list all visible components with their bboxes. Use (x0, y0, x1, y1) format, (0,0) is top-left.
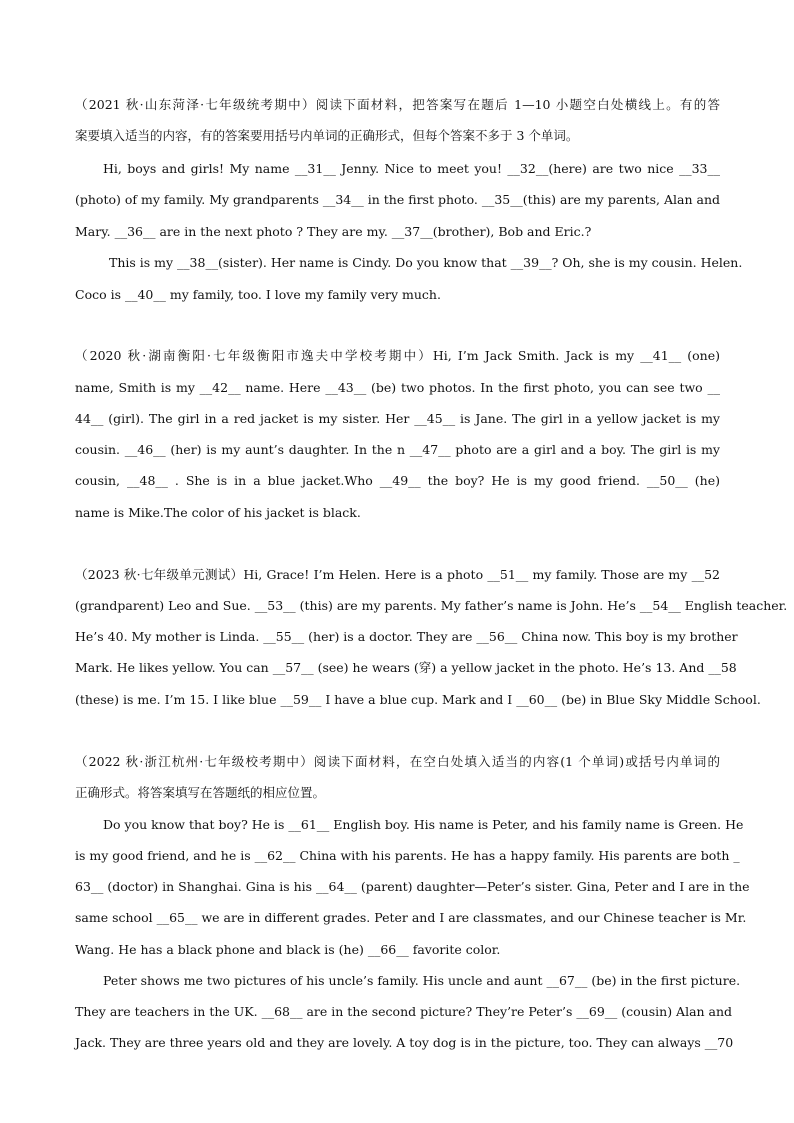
passage-2-line-4: cousin. __46__ (her) is my aunt’s daughter. In the n __47__ photo are a girl and a boy. The girl is my (75, 442, 720, 457)
passage-1-intro-line-2: 案要填入适当的内容，有的答案要用括号内单词的正确形式，但每个答案不多于 3 个单词。 (75, 128, 579, 143)
passage-4-line-5: Wang. He has a black phone and black is (he) __66__ favorite color. (75, 942, 501, 957)
passage-2-line-2: name, Smith is my __42__ name. Here __43__ (be) two photos. In the first photo, you can see two __ (75, 380, 720, 395)
passage-4-intro-line-1: （2022 秋·浙江杭州·七年级校考期中）阅读下面材料，在空白处填入适当的内容(1 个单词)或括号内单词的 (75, 754, 720, 769)
passage-4-line-2: is my good friend, and he is __62__ China with his parents. He has a happy family. His parents are both _ (75, 848, 740, 863)
passage-3-line-2: (grandparent) Leo and Sue. __53__ (this) are my parents. My father’s name is John. He’s __54__ English teacher. (75, 598, 788, 613)
passage-2-line-5: cousin, __48__ . She is in a blue jacket.Who __49__ the boy? He is my good friend. __50__ (he) (75, 473, 720, 488)
passage-2-line-1: （2020 秋·湖南衡阳·七年级衡阳市逸夫中学校考期中）Hi, I’m Jack Smith. Jack is my __41__ (one) (75, 348, 720, 363)
passage-1-line-4: This is my __38__(sister). Her name is Cindy. Do you know that __39__? Oh, she is my cousin. Helen. (109, 255, 743, 270)
passage-2-line-3: 44__ (girl). The girl in a red jacket is my sister. Her __45__ is Jane. The girl in a yellow jacket is my (75, 411, 720, 426)
passage-3-line-5: (these) is me. I’m 15. I like blue __59__ I have a blue cup. Mark and I __60__ (be) in Blue Sky Middle School. (75, 692, 761, 707)
passage-4-line-7: They are teachers in the UK. __68__ are in the second picture? They’re Peter’s __69__ (cousin) Alan and (75, 1004, 733, 1019)
passage-1-line-5: Coco is __40__ my family, too. I love my family very much. (75, 287, 441, 302)
passage-4-line-8: Jack. They are three years old and they are lovely. A toy dog is in the picture, too. They can always __70 (75, 1035, 734, 1050)
passage-3-line-3: He’s 40. My mother is Linda. __55__ (her) is a doctor. They are __56__ China now. This boy is my brother (75, 629, 738, 644)
passage-4-line-3: 63__ (doctor) in Shanghai. Gina is his __64__ (parent) daughter—Peter’s sister. Gina, Peter and I are in the (75, 879, 750, 894)
passage-4-line-6: Peter shows me two pictures of his uncle’s family. His uncle and aunt __67__ (be) in the first picture. (103, 973, 741, 988)
passage-1-line-3: Mary. __36__ are in the next photo ? They are my. __37__(brother), Bob and Eric.? (75, 224, 592, 239)
passage-1-line-2: (photo) of my family. My grandparents __34__ in the first photo. __35__(this) are my parents, Alan and (75, 192, 720, 207)
passage-1-intro-line-1: （2021 秋·山东菏泽·七年级统考期中）阅读下面材料，把答案写在题后 1—10 小题空白处横线上。有的答 (75, 97, 720, 112)
passage-3-line-1: （2023 秋·七年级单元测试）Hi, Grace! I’m Helen. Here is a photo __51__ my family. Those are my __52 (75, 567, 720, 582)
passage-4-line-4: same school __65__ we are in different grades. Peter and I are classmates, and our Chinese teacher is Mr. (75, 910, 747, 925)
passage-2-line-6: name is Mike.The color of his jacket is black. (75, 505, 361, 520)
passage-4-line-1: Do you know that boy? He is __61__ English boy. His name is Peter, and his family name is Green. He (103, 817, 744, 832)
passage-3-line-4: Mark. He likes yellow. You can __57__ (see) he wears (穿) a yellow jacket in the photo. He’s 13. And __58 (75, 660, 737, 675)
passage-1-line-1: Hi, boys and girls! My name __31__ Jenny. Nice to meet you! __32__(here) are two nice __33__ (103, 161, 720, 176)
passage-4-intro-line-2: 正确形式。将答案填写在答题纸的相应位置。 (75, 785, 326, 800)
